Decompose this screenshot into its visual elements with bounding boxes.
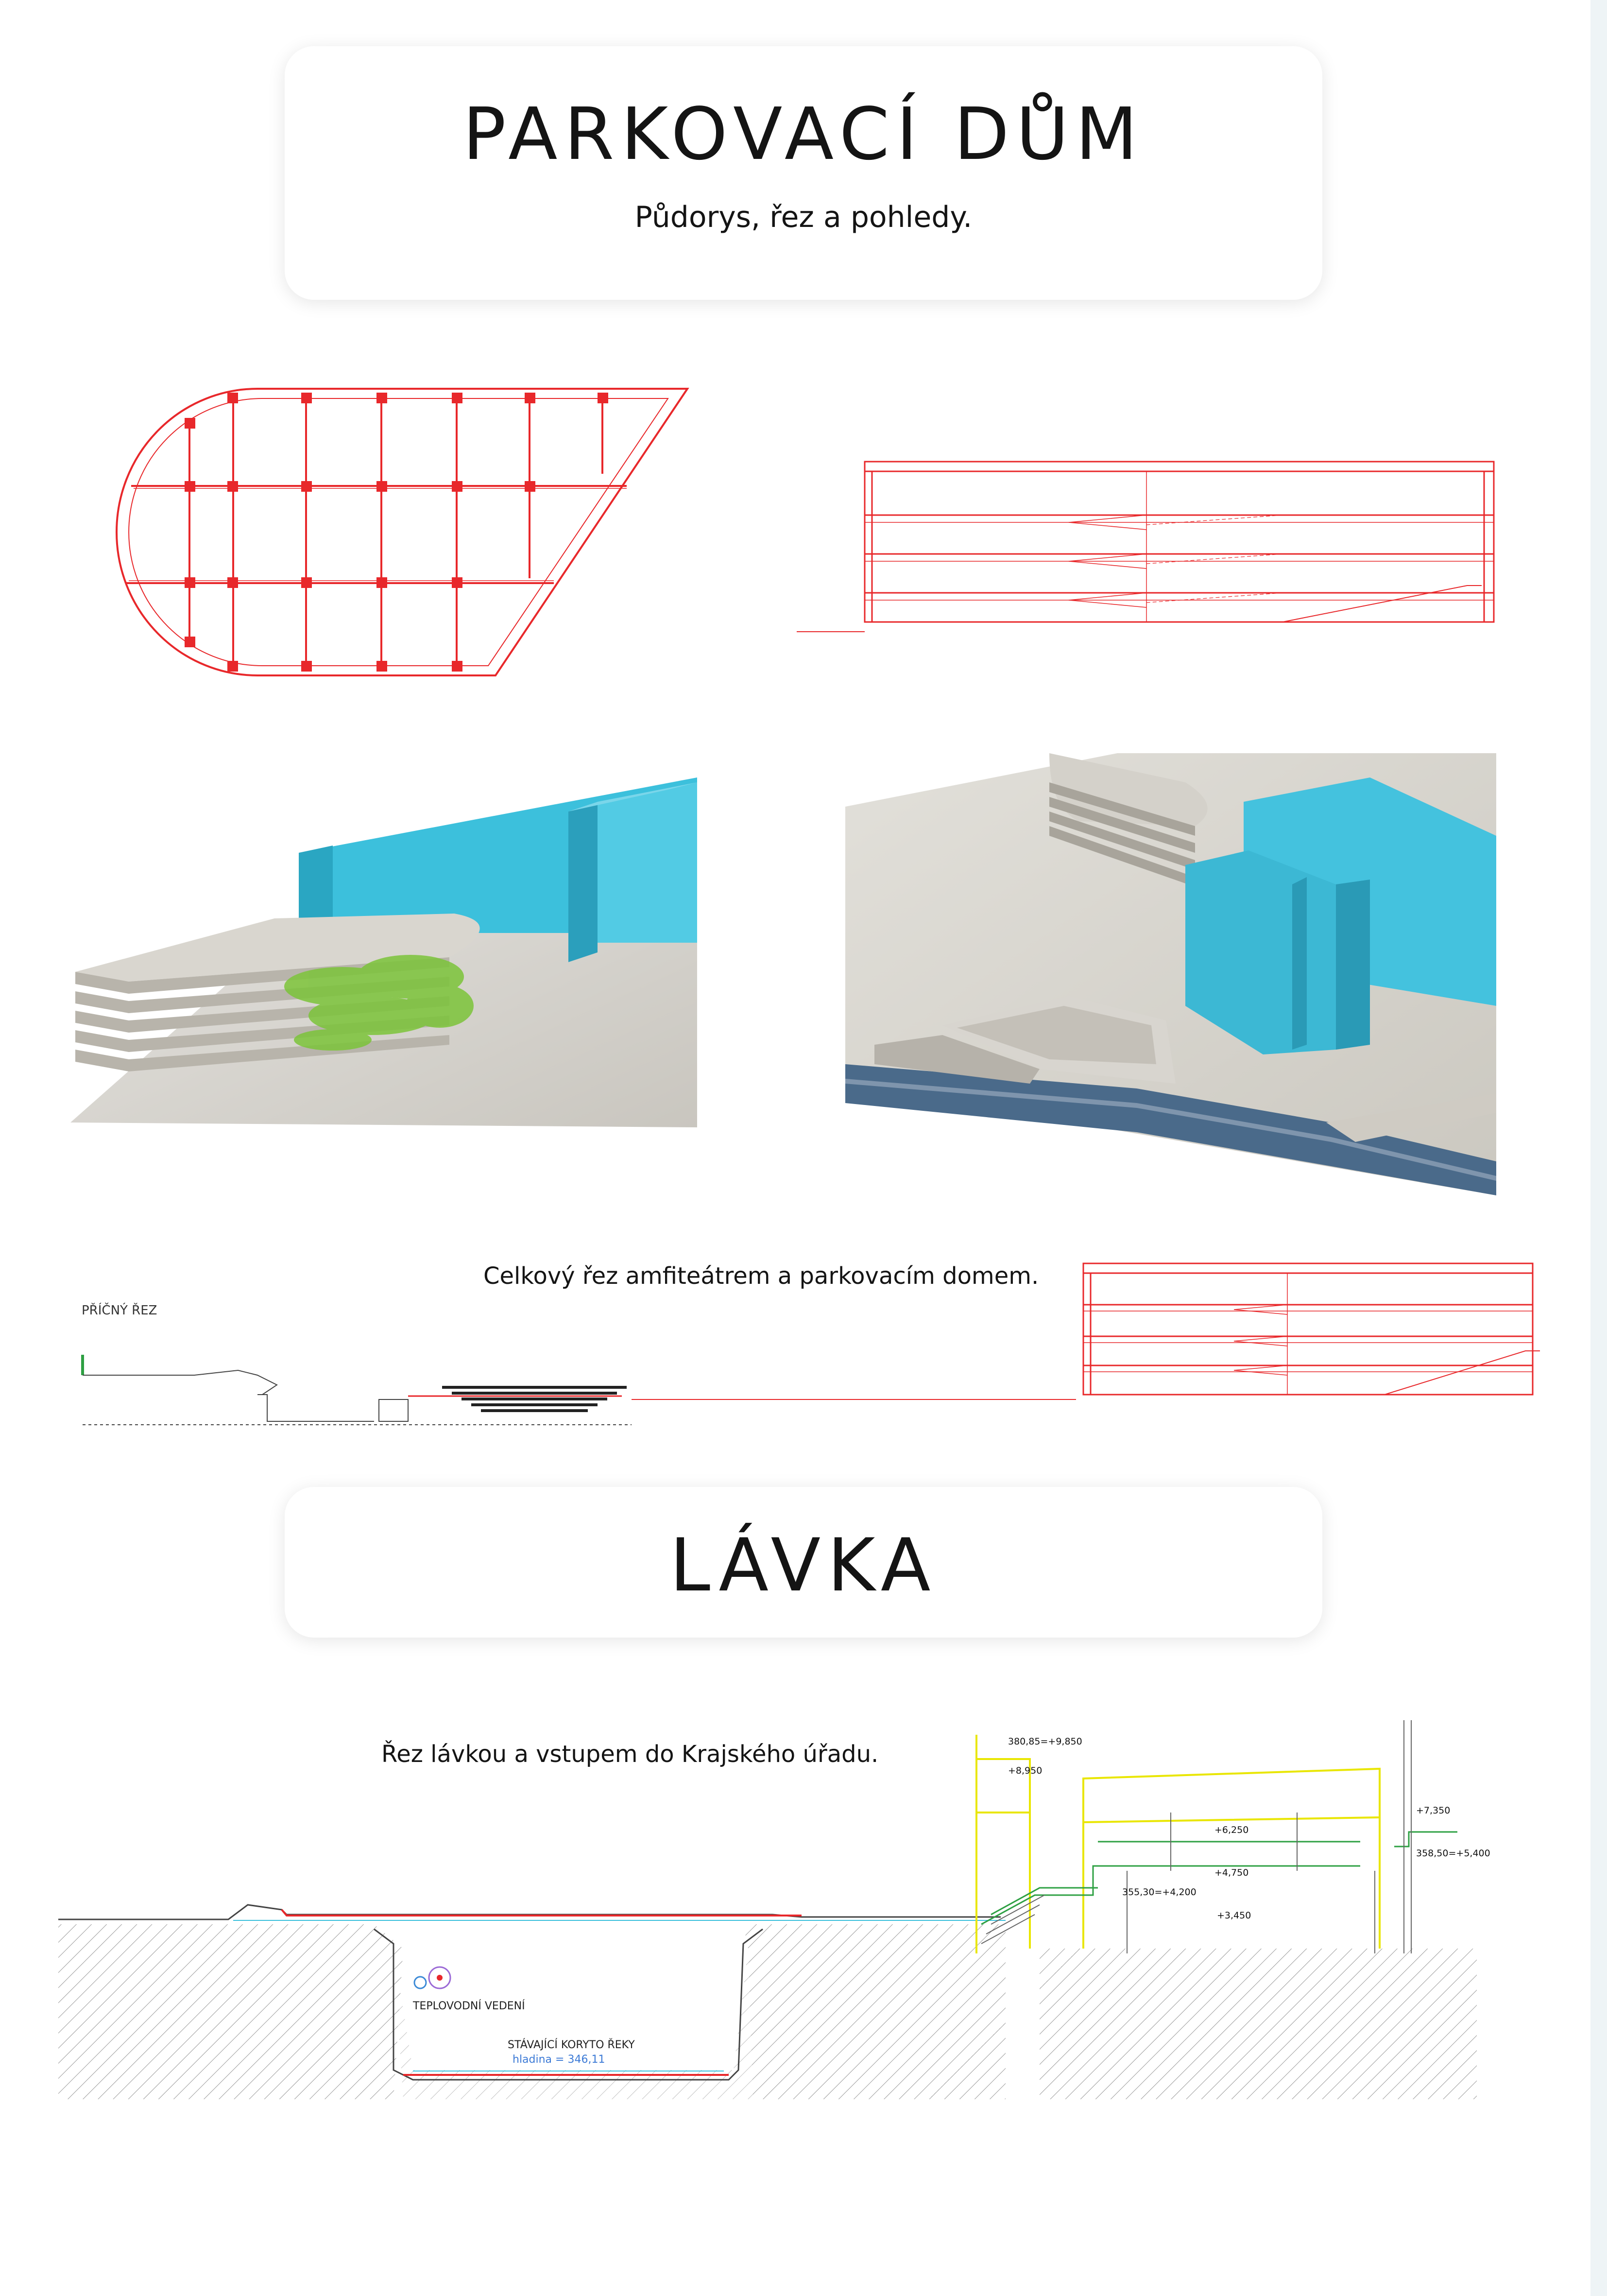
parking-title-card (285, 46, 1322, 300)
elev-4200: 355,30=+4,200 (1122, 1887, 1197, 1898)
cross-section-label: PŘÍČNÝ ŘEZ (82, 1303, 157, 1318)
bridge-title: LÁVKA (669, 1523, 938, 1608)
elev-4750: +4,750 (1214, 1867, 1249, 1878)
heating-pipe-icon (414, 1967, 450, 1988)
page-right-edge (1590, 0, 1607, 2296)
riverbed-label: STÁVAJÍCÍ KORYTO ŘEKY (508, 2039, 635, 2051)
elev-3450: +3,450 (1217, 1910, 1251, 1921)
parking-title: PARKOVACÍ DŮM (462, 92, 1145, 176)
parking-3d-view-right (845, 753, 1496, 1195)
elev-7350: +7,350 (1416, 1805, 1451, 1816)
bridge-title-card (285, 1487, 1322, 1638)
parking-3d-view-left (70, 768, 697, 1127)
elev-5400: 358,50=+5,400 (1416, 1848, 1490, 1859)
column-markers (185, 393, 608, 672)
elev-8950: +8,950 (1008, 1765, 1043, 1776)
elev-top: 380,85=+9,850 (1008, 1736, 1082, 1747)
overall-section-caption: Celkový řez amfiteátrem a parkovacím domem. (483, 1262, 1039, 1290)
parking-floor-plan (117, 384, 709, 695)
parking-section (797, 462, 1487, 666)
heating-label: TEPLOVODNÍ VEDENÍ (413, 2000, 525, 2012)
parking-subtitle: Půdorys, řez a pohledy. (634, 200, 973, 234)
overall-cross-section (73, 1254, 1559, 1438)
water-level-label: hladina = 346,11 (513, 2054, 605, 2066)
bridge-section (53, 1720, 1511, 2123)
elev-6250: +6,250 (1214, 1825, 1249, 1835)
bridge-section-caption: Řez lávkou a vstupem do Krajského úřadu. (381, 1741, 879, 1768)
